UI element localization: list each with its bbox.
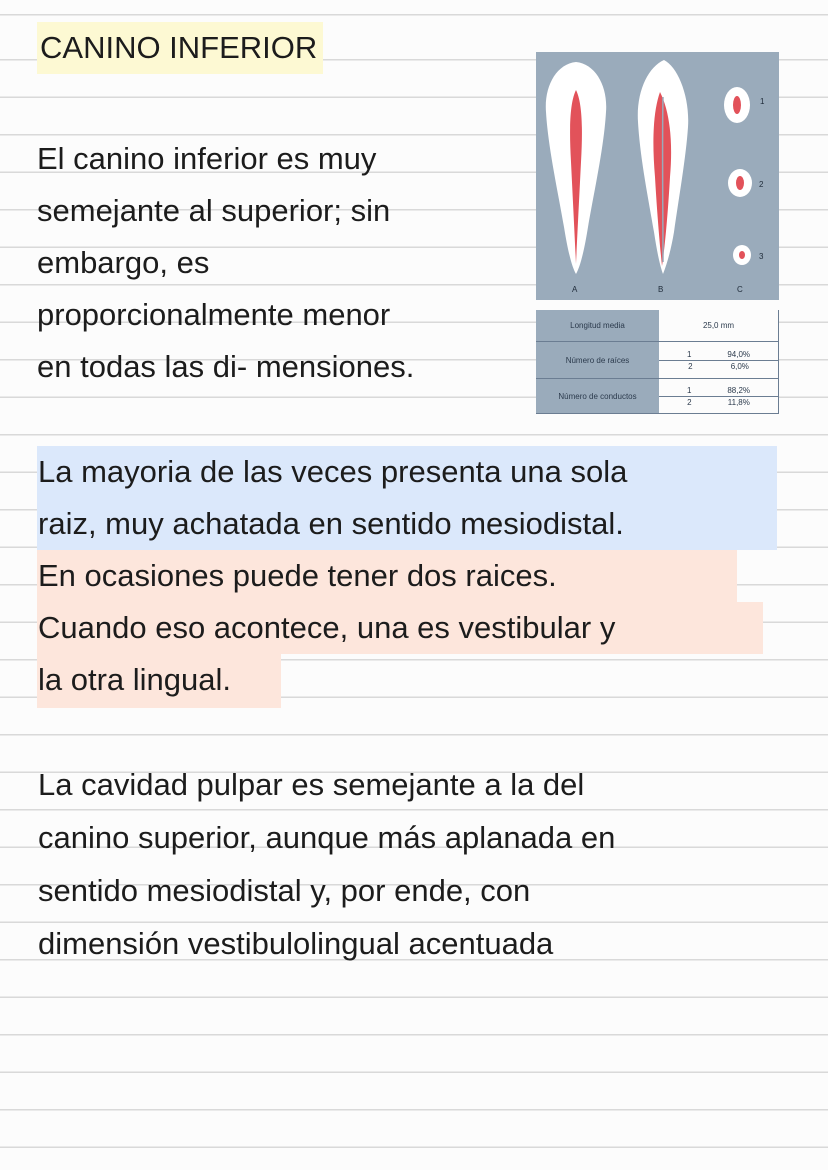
section-number: 3 bbox=[759, 252, 764, 261]
text-line: dimensión vestibulolingual acentuada bbox=[38, 926, 554, 961]
text-line: En ocasiones puede tener dos raices. bbox=[38, 558, 557, 593]
root-paragraph bbox=[38, 446, 798, 706]
section-number: 2 bbox=[759, 180, 764, 189]
intro-line: semejante al superior; sin bbox=[37, 193, 391, 228]
tooth-figure bbox=[536, 52, 779, 412]
panel-label: A bbox=[572, 285, 578, 294]
panel-label: C bbox=[737, 285, 743, 294]
text-line: raiz, muy achatada en sentido mesiodistal. bbox=[38, 506, 624, 541]
intro-line: El canino inferior es muy bbox=[37, 141, 377, 176]
roots-percent: 94,0% bbox=[727, 349, 751, 359]
length-value bbox=[659, 310, 779, 342]
panel-label: B bbox=[658, 285, 664, 294]
section-1-pulp bbox=[733, 96, 741, 114]
roots-label: Número de raíces bbox=[536, 342, 659, 379]
length-label: Longitud media bbox=[536, 310, 659, 342]
section-3-pulp bbox=[739, 251, 745, 259]
intro-line: embargo, es bbox=[37, 245, 210, 280]
length-value-text: 25,0 mm bbox=[702, 321, 735, 330]
text-line: canino superior, aunque más aplanada en bbox=[38, 820, 616, 855]
section-2-pulp bbox=[736, 176, 744, 190]
roots-values bbox=[659, 342, 779, 379]
page-title: CANINO INFERIOR bbox=[37, 22, 323, 74]
tooth-data-table bbox=[536, 310, 779, 414]
canals-count: 1 bbox=[686, 385, 692, 395]
intro-line: en todas las di- mensiones. bbox=[37, 349, 415, 384]
text-line: La cavidad pulpar es semejante a la del bbox=[38, 767, 585, 802]
canals-percent: 11,8% bbox=[727, 397, 750, 407]
text-line: La mayoria de las veces presenta una sola bbox=[38, 454, 628, 489]
roots-count: 2 bbox=[688, 361, 693, 371]
canals-values bbox=[659, 379, 779, 414]
text-line: sentido mesiodistal y, por ende, con bbox=[38, 873, 531, 908]
text-line: la otra lingual. bbox=[38, 662, 232, 697]
canals-count: 2 bbox=[687, 397, 692, 407]
section-number: 1 bbox=[760, 97, 765, 106]
tooth-illustration bbox=[536, 52, 779, 300]
text-line: Cuando eso acontece, una es vestibular y bbox=[38, 610, 616, 645]
canals-percent: 88,2% bbox=[727, 385, 751, 395]
intro-paragraph bbox=[37, 133, 517, 393]
canals-label: Número de conductos bbox=[536, 379, 659, 414]
roots-percent: 6,0% bbox=[730, 361, 749, 371]
intro-line: proporcionalmente menor bbox=[37, 297, 391, 332]
tooth-drawing bbox=[536, 52, 779, 300]
pulp-paragraph bbox=[38, 758, 798, 970]
roots-count: 1 bbox=[686, 349, 692, 359]
